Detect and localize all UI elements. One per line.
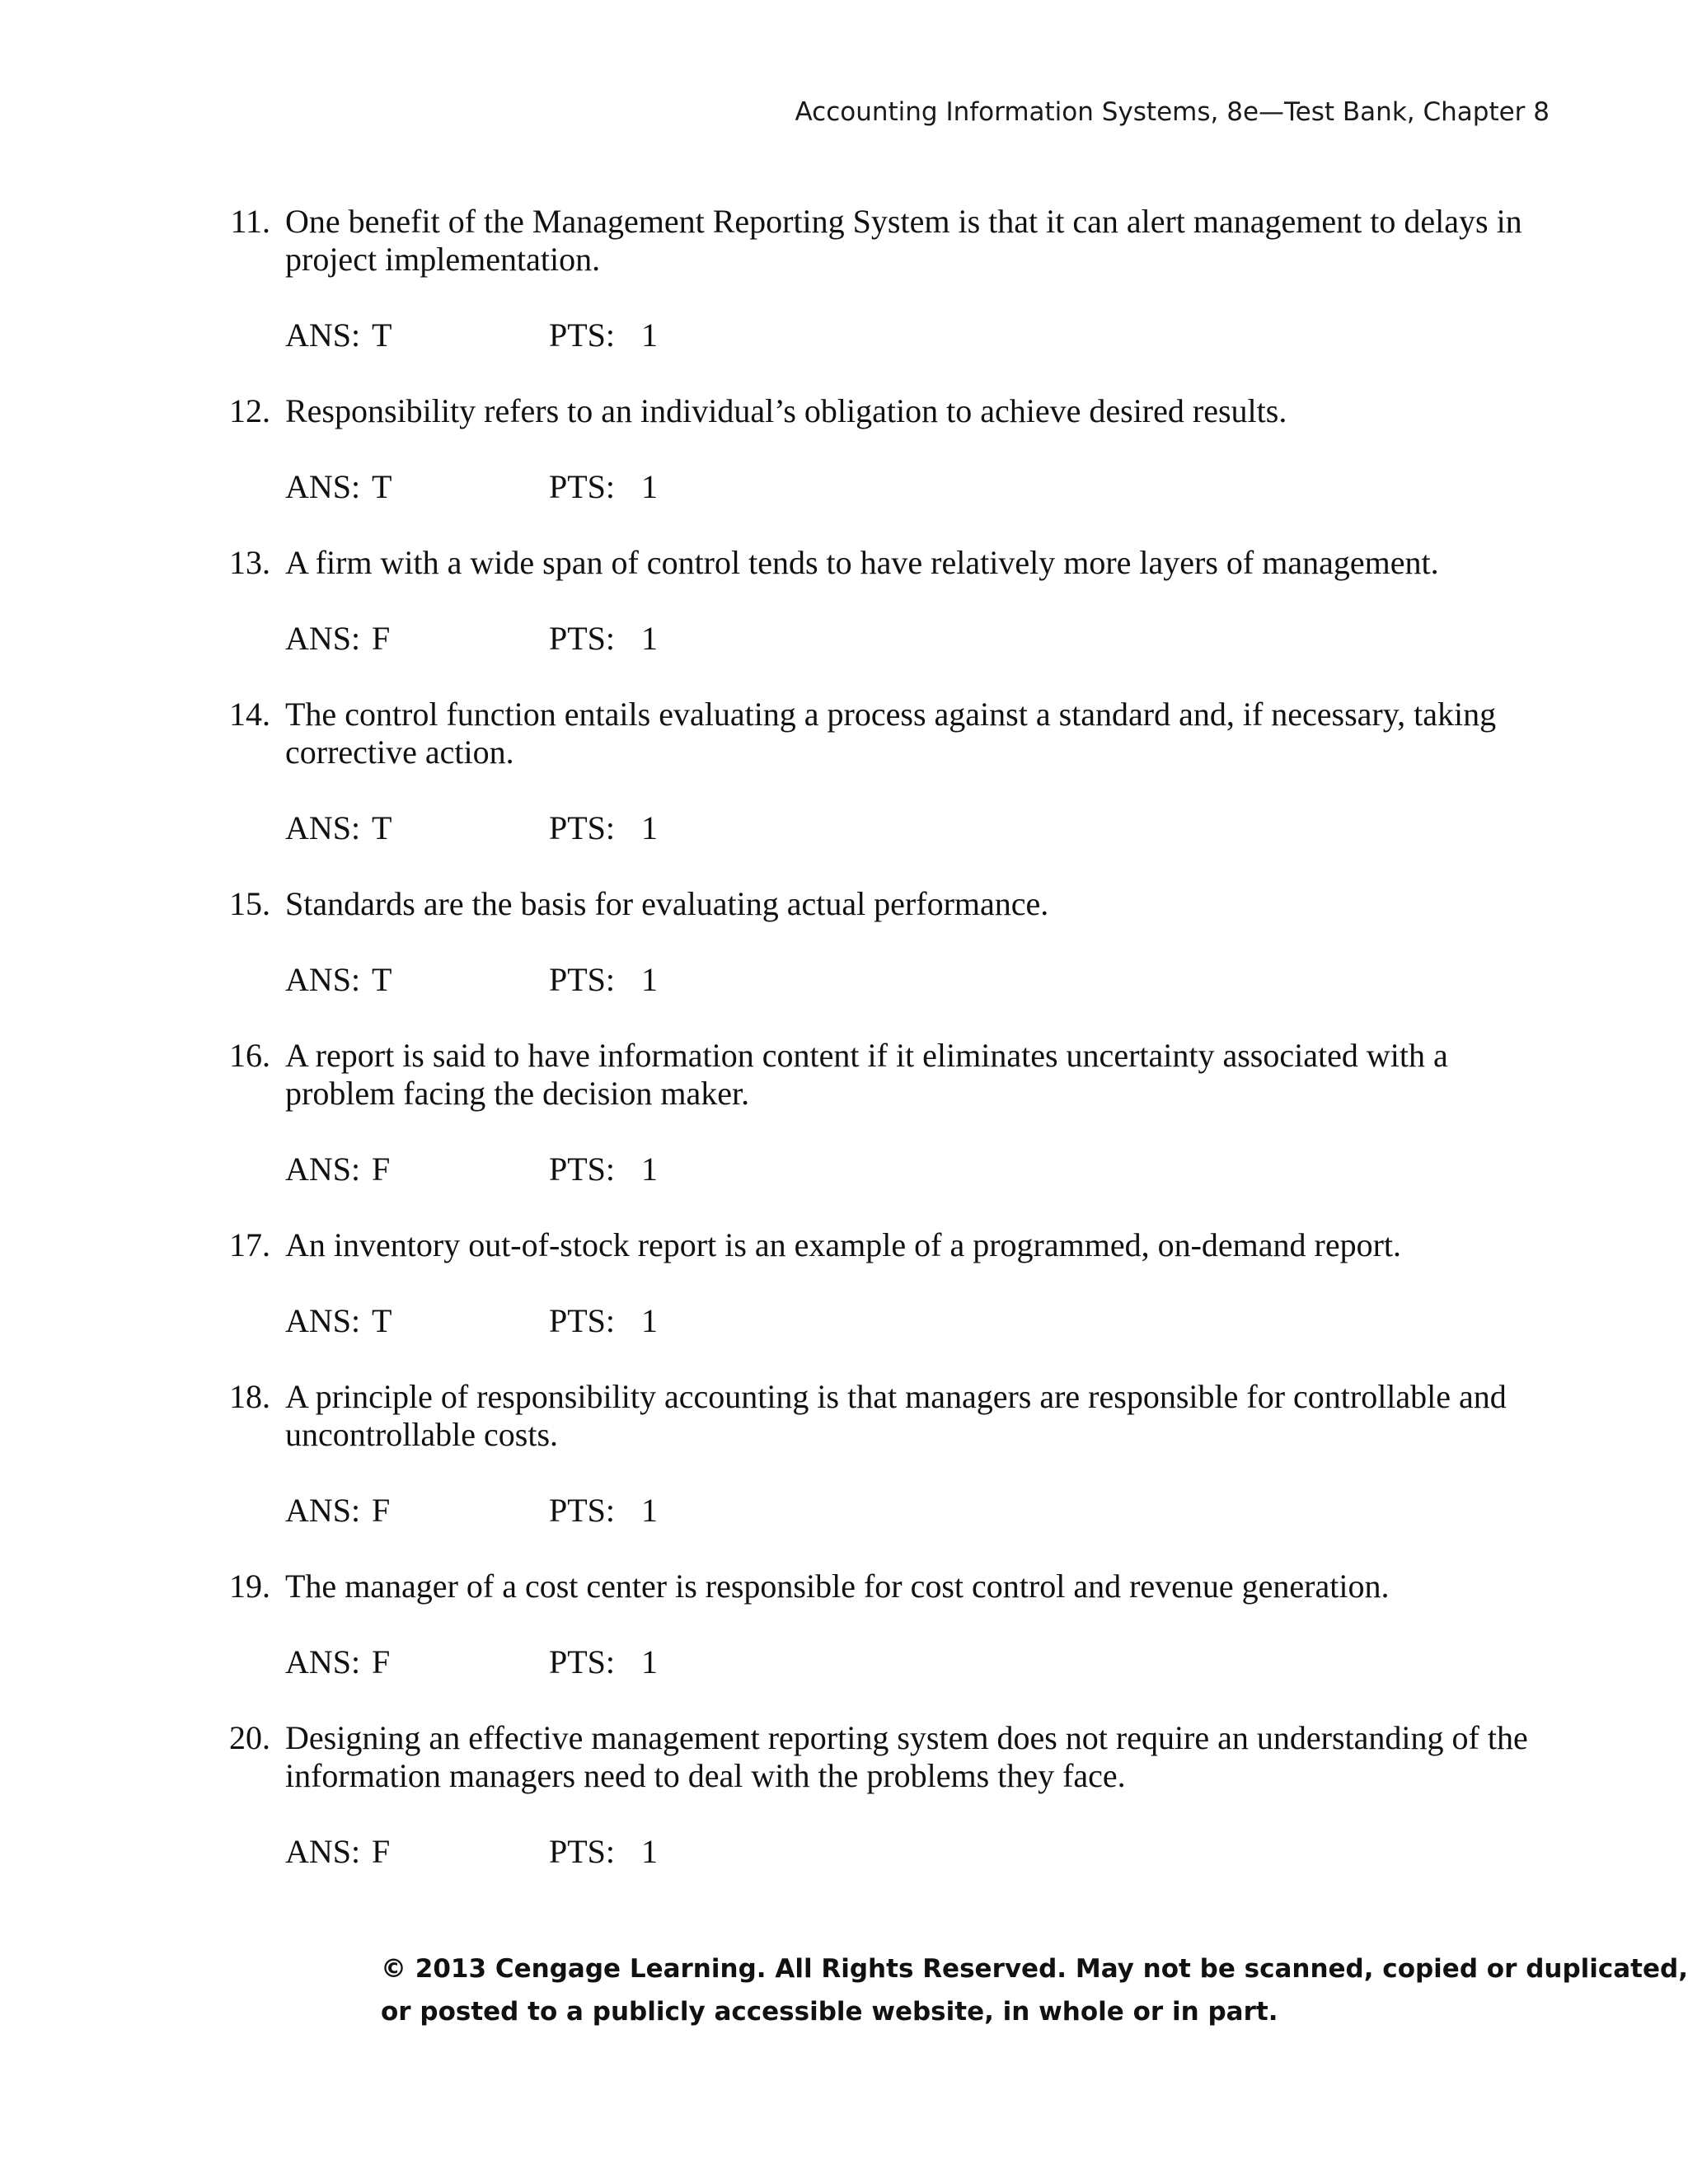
answer-value: F (372, 1151, 391, 1188)
answer-label: ANS: (285, 809, 361, 846)
question-number: 13. (229, 544, 270, 581)
question-text: Standards are the basis for evaluating actual performance. (285, 885, 1049, 922)
answer-value: T (372, 961, 392, 998)
answer-row (285, 316, 1548, 354)
question-number: 15. (229, 885, 270, 922)
points-value: 1 (641, 961, 658, 998)
answer-value: F (372, 1643, 391, 1680)
question-item (213, 392, 1548, 506)
question-text: Responsibility refers to an individual’s obligation to achieve desired results. (285, 392, 1287, 429)
question-number: 20. (229, 1719, 270, 1756)
points-value: 1 (641, 1833, 658, 1870)
answer-label: ANS: (285, 1492, 361, 1529)
question-number: 14. (229, 696, 270, 733)
answer-label: ANS: (285, 1302, 361, 1339)
points-label: PTS: (549, 961, 616, 998)
question-item (213, 1719, 1548, 1871)
answer-row (285, 468, 1548, 506)
points-value: 1 (641, 620, 658, 657)
answer-value: T (372, 468, 392, 505)
points-value: 1 (641, 1492, 658, 1529)
answer-row (285, 620, 1548, 658)
question-text: The manager of a cost center is responsible for cost control and revenue generation. (285, 1568, 1390, 1605)
question-list (213, 203, 1548, 1909)
answer-label: ANS: (285, 468, 361, 505)
question-item (213, 203, 1548, 354)
points-value: 1 (641, 809, 658, 846)
question-number: 11. (230, 203, 270, 240)
points-label: PTS: (549, 1302, 616, 1339)
question-item (213, 1378, 1548, 1530)
points-label: PTS: (549, 468, 616, 505)
answer-row (285, 1492, 1548, 1530)
points-label: PTS: (549, 1643, 616, 1680)
question-text: One benefit of the Management Reporting System is that it can alert management to delays in project implementation. (285, 203, 1522, 278)
points-label: PTS: (549, 1492, 616, 1529)
question-text: A report is said to have information content if it eliminates uncertainty associated with a problem facing the decision maker. (285, 1037, 1448, 1112)
answer-row (285, 1151, 1548, 1188)
answer-value: T (372, 316, 392, 354)
points-label: PTS: (549, 620, 616, 657)
answer-value: T (372, 809, 392, 846)
points-label: PTS: (549, 809, 616, 846)
points-value: 1 (641, 316, 658, 354)
question-text: The control function entails evaluating a process against a standard and, if necessary, taking corrective action. (285, 696, 1497, 771)
question-text: An inventory out-of-stock report is an example of a programmed, on-demand report. (285, 1226, 1402, 1263)
points-label: PTS: (549, 1833, 616, 1870)
answer-value: F (372, 1492, 391, 1529)
points-value: 1 (641, 1151, 658, 1188)
points-value: 1 (641, 468, 658, 505)
answer-label: ANS: (285, 1833, 361, 1870)
question-item (213, 885, 1548, 999)
question-number: 18. (229, 1378, 270, 1415)
answer-value: F (372, 1833, 391, 1870)
question-text: A firm with a wide span of control tends to have relatively more layers of management. (285, 544, 1439, 581)
question-item (213, 544, 1548, 658)
answer-label: ANS: (285, 316, 361, 354)
copyright-notice (381, 1947, 1688, 2033)
points-label: PTS: (549, 1151, 616, 1188)
answer-row (285, 1302, 1548, 1340)
answer-row (285, 1833, 1548, 1871)
answer-label: ANS: (285, 620, 361, 657)
answer-label: ANS: (285, 1151, 361, 1188)
copyright-line-1: © 2013 Cengage Learning. All Rights Reserved. May not be scanned, copied or duplicated, (381, 1954, 1688, 1984)
answer-label: ANS: (285, 961, 361, 998)
question-item (213, 696, 1548, 847)
points-label: PTS: (549, 316, 616, 354)
question-item (213, 1226, 1548, 1340)
question-number: 19. (229, 1568, 270, 1605)
answer-value: T (372, 1302, 392, 1339)
answer-value: F (372, 620, 391, 657)
question-item (213, 1568, 1548, 1681)
question-text: A principle of responsibility accounting is that managers are responsible for controllable and uncontrollable costs. (285, 1378, 1507, 1453)
points-value: 1 (641, 1643, 658, 1680)
question-number: 12. (229, 392, 270, 429)
points-value: 1 (641, 1302, 658, 1339)
answer-row (285, 809, 1548, 847)
question-number: 17. (229, 1226, 270, 1263)
question-text: Designing an effective management reporting system does not require an understanding of the information managers need to deal with the problems they face. (285, 1719, 1528, 1794)
answer-row (285, 961, 1548, 999)
copyright-line-2: or posted to a publicly accessible website, in whole or in part. (381, 1997, 1278, 2027)
question-item (213, 1037, 1548, 1188)
question-number: 16. (229, 1037, 270, 1074)
answer-row (285, 1643, 1548, 1681)
page-header: Accounting Information Systems, 8e—Test Bank, Chapter 8 (795, 97, 1550, 127)
answer-label: ANS: (285, 1643, 361, 1680)
